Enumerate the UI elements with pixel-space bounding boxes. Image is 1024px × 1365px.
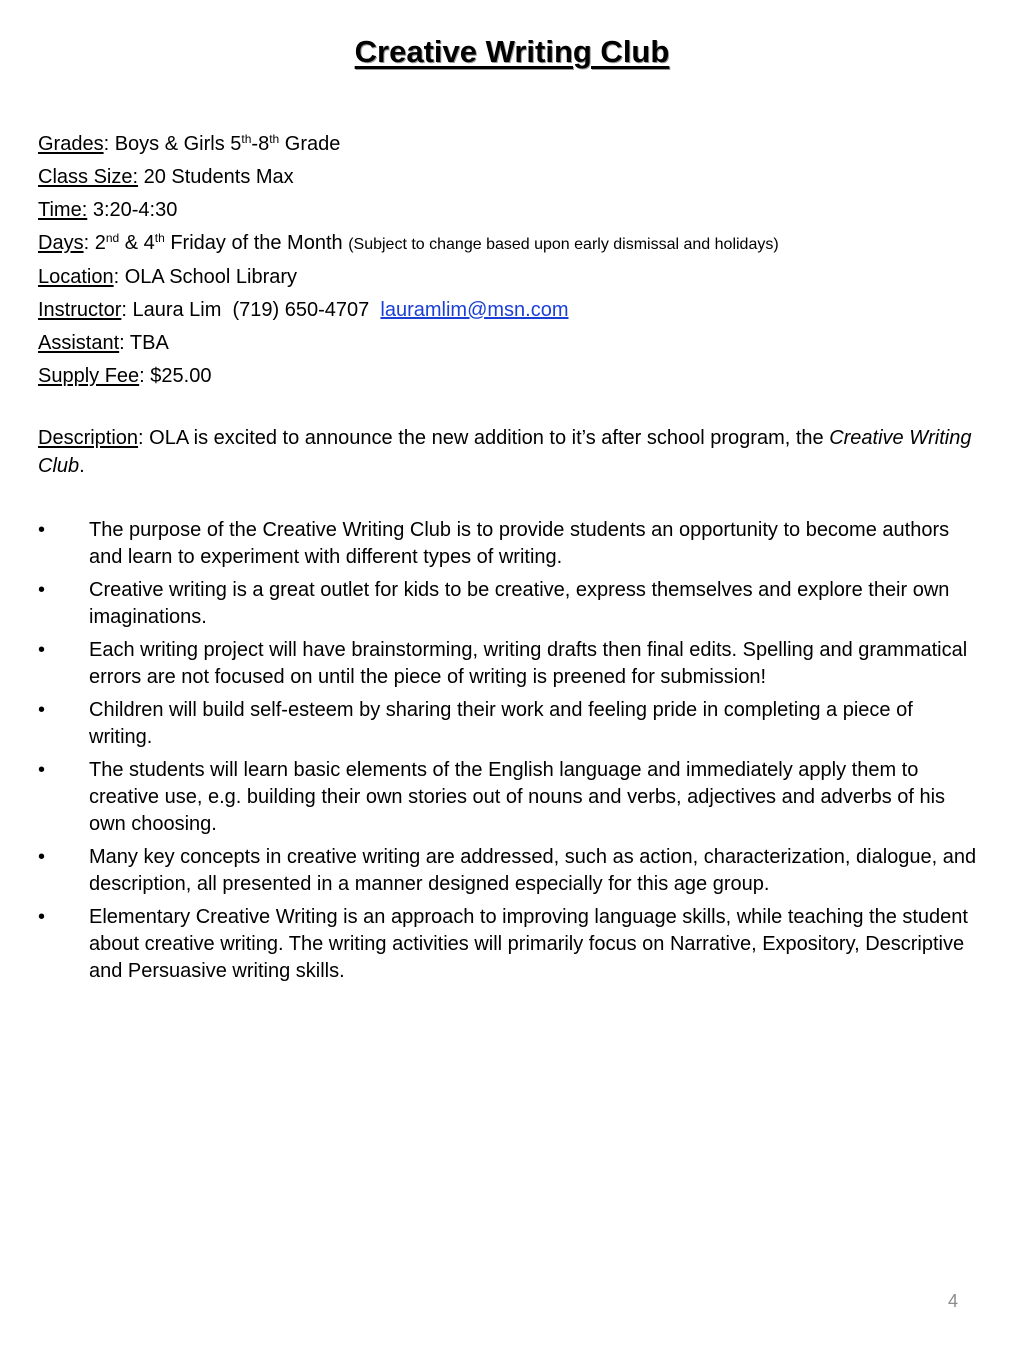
list-item [38,637,978,691]
list-item-text: The purpose of the Creative Writing Club is to provide students an opportunity to become authors and learn to experiment with different types of writing. [89,519,950,568]
list-item-text: Elementary Creative Writing is an approach to improving language skills, while teaching the student about creative writing. The writing activities will primarily focus on Narrative, Expository, Descriptive and Persuasive writing skills. [89,906,968,982]
description-text: : OLA is excited to announce the new addition to it’s after school program, the [138,427,830,449]
days-mid: & 4 [119,232,155,254]
list-item-text: Each writing project will have brainstorming, writing drafts then final edits. Spelling and grammatical errors are not focused on until the piece of writing is preened for submission! [89,639,968,688]
location-label: Location [38,266,114,288]
grades-sup-2: th [269,132,280,146]
location-row [38,261,779,294]
instructor-value: : Laura Lim (719) 650-4707 [121,299,381,321]
instructor-row [38,294,779,327]
supply-fee-row [38,360,779,393]
class-size-row [38,161,779,194]
bullet-icon: • [38,699,46,721]
page-title: Creative Writing Club [354,34,670,69]
location-value: : OLA School Library [113,266,298,288]
list-item-text: Children will build self-esteem by sharing their work and feeling pride in completing a piece of writing. [89,699,913,748]
page-number: 4 [947,1291,958,1311]
description-end: . [79,455,85,477]
days-label: Days [38,232,84,254]
instructor-label: Instructor [38,299,122,321]
list-item [38,517,978,571]
grades-row [38,128,779,161]
grades-suffix: Grade [279,133,341,155]
grades-sup-1: th [241,132,252,146]
assistant-value: : TBA [119,332,169,354]
assistant-row [38,327,779,360]
days-suffix: Friday of the Month [164,232,349,254]
bullet-icon: • [38,639,46,661]
club-info [38,128,779,393]
supply-fee-label: Supply Fee [38,365,140,387]
list-item [38,904,978,985]
list-item [38,577,978,631]
description-label: Description [38,427,139,449]
grades-label: Grades [38,133,104,155]
list-item-text: The students will learn basic elements of the English language and immediately apply them to creative use, e.g. building their own stories out of nouns and verbs, adjectives and adverbs of his own choosing. [89,759,946,835]
description-paragraph [38,424,978,480]
list-item-text: Many key concepts in creative writing are addressed, such as action, characterization, dialogue, and description, all presented in a manner designed especially for this age group. [89,846,977,895]
time-label: Time: [38,199,88,221]
bullet-icon: • [38,846,46,868]
time-row [38,194,779,227]
list-item [38,844,978,898]
class-size-label: Class Size: [38,166,139,188]
assistant-label: Assistant [38,332,120,354]
bullet-icon: • [38,519,46,541]
bullet-icon: • [38,906,46,928]
bullet-icon: • [38,579,46,601]
days-note: (Subject to change based upon early dismissal and holidays) [348,236,779,253]
grades-mid: -8 [251,133,270,155]
class-size-value: 20 Students Max [138,166,294,188]
days-sup-1: nd [105,231,120,245]
days-row [38,227,779,261]
instructor-email-link[interactable]: lauramlim@msn.com [380,299,569,321]
days-sup-2: th [154,231,165,245]
time-value: 3:20-4:30 [87,199,178,221]
bullet-list [38,517,978,991]
list-item [38,757,978,838]
days-prefix: : 2 [83,232,106,254]
description-club-name: Creative Writing Club [38,427,972,477]
grades-prefix: : Boys & Girls 5 [103,133,242,155]
bullet-icon: • [38,759,46,781]
list-item-text: Creative writing is a great outlet for kids to be creative, express themselves and explore their own imaginations. [89,579,950,628]
supply-fee-value: : $25.00 [139,365,212,387]
list-item [38,697,978,751]
